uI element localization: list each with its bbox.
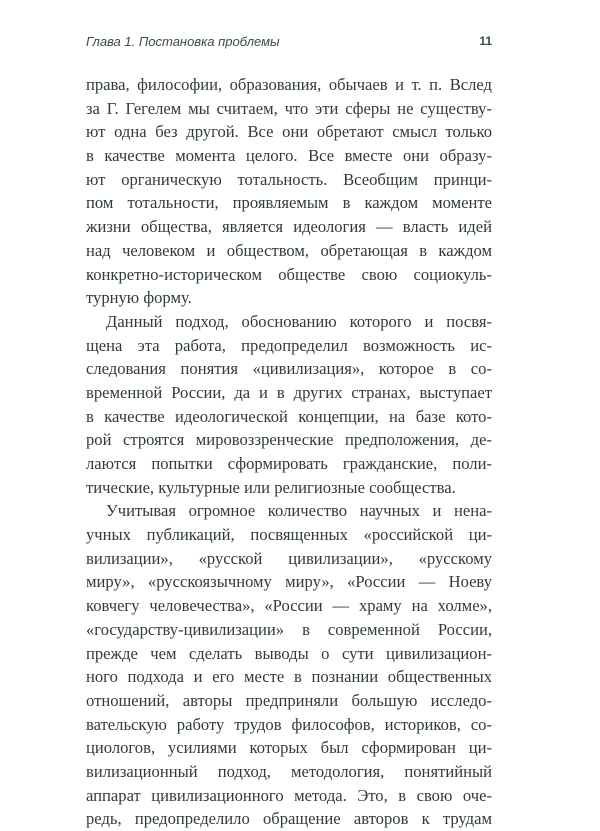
body-text xyxy=(86,73,492,831)
text-line: циологов, усилиями которых был сформирован ци- xyxy=(86,738,492,758)
text-line: тические, культурные или религиозные сообщества. xyxy=(86,477,456,497)
text-line: лаются попытки сформировать гражданские, поли- xyxy=(86,454,492,473)
text-line: вательскую работу трудов философов, историков, со- xyxy=(86,714,492,734)
text-line: учных публикаций, посвященных «российской ци- xyxy=(86,525,492,545)
text-line: следования понятия «цивилизация», которое в со- xyxy=(86,359,492,379)
text-line: над человеком и обществом, обретающая в каждом xyxy=(86,240,492,260)
text-line: щена эта работа, предопределил возможность ис- xyxy=(86,335,492,355)
text-line: редь, предопределило обращение авторов к трудам xyxy=(86,809,492,829)
text-line: вилизационный подход, методология, понятийный xyxy=(86,761,492,781)
text-line: временной России, да и в других странах, выступает xyxy=(86,382,492,402)
text-line: ного подхода и его месте в познании общественных xyxy=(86,667,492,687)
text-line: жизни общества, является идеология — власть идей xyxy=(86,217,492,237)
text-line: турную форму. xyxy=(86,288,192,308)
text-line: вилизации», «русской цивилизации», «русскому xyxy=(86,548,492,568)
text-line: ют одна без другой. Все они обретают смысл только xyxy=(86,122,492,142)
text-line: отношений, авторы предприняли большую исследо- xyxy=(86,690,492,710)
text-line: Данный подход, обоснованию которого и посвя- xyxy=(106,311,492,331)
chapter-title: Глава 1. Постановка проблемы xyxy=(86,34,280,49)
text-line: пом тотальности, проявляемым в каждом моменте xyxy=(86,193,492,213)
text-line: аппарат цивилизационного метода. Это, в свою оче- xyxy=(86,785,492,805)
text-line: ют органическую тотальность. Всеобщим принци- xyxy=(86,169,492,189)
text-line: миру», «русскоязычному миру», «России — Ноеву xyxy=(86,572,492,592)
text-line: прежде чем сделать выводы о сути цивилизацион- xyxy=(86,643,492,663)
text-line: в качестве идеологической концепции, на базе кото- xyxy=(86,406,492,426)
text-line: рой строятся мировоззренческие предположения, де- xyxy=(86,430,492,450)
text-line: «государству-цивилизации» в современной России, xyxy=(86,619,492,639)
text-line: права, философии, образования, обычаев и т. п. Вслед xyxy=(86,75,492,94)
text-line: конкретно-историческом обществе свою социокуль- xyxy=(86,264,492,284)
text-line: за Г. Гегелем мы считаем, что эти сферы не существу- xyxy=(86,98,492,118)
page-number: 11 xyxy=(479,34,492,48)
text-line: Учитывая огромное количество научных и нена- xyxy=(106,501,492,521)
text-line: ковчегу человечества», «России — храму на холме», xyxy=(86,596,492,616)
text-line: в качестве момента целого. Все вместе они образу- xyxy=(86,146,492,166)
running-header xyxy=(86,34,492,54)
